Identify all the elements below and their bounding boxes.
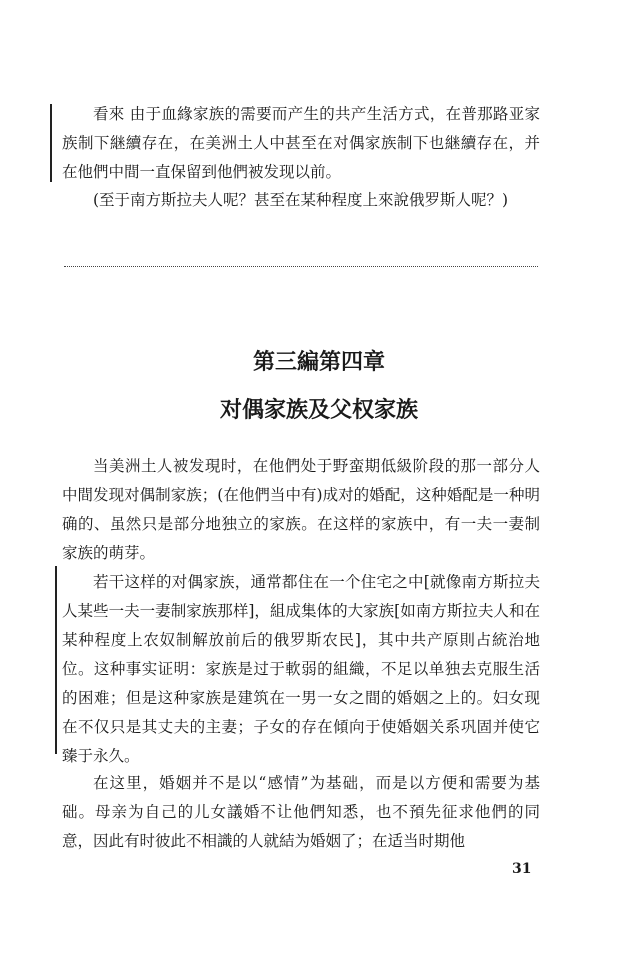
page-number: 31 (512, 861, 532, 877)
margin-marker-line (50, 104, 52, 182)
body-paragraph-1: 当美洲土人被发現时，在他們处于野蛮期低級阶段的那一部分人中間发现对偶制家族；(在他們当中有)成对的婚配，这种婚配是一种明确的、虽然只是部分地独立的家族。在这样的家族中，有一夫一妻制家族的萌芽。 (62, 457, 540, 562)
body-paragraph-3: 在这里，婚姻并不是以“感情”为基础，而是以方便和需要为基础。母亲为自己的儿女議婚不让他們知悉，也不預先征求他們的同意，因此有时彼此不相識的人就結为婚姻了；在适当时期他 (62, 774, 540, 850)
section-divider (64, 266, 538, 267)
top-paragraph-2: (至于南方斯拉夫人呢？甚至在某种程度上來說俄罗斯人呢？) (93, 191, 509, 209)
margin-marker-line (55, 566, 57, 754)
body-paragraph-2: 若干这样的对偶家族，通常都住在一个住宅之中[就像南方斯拉夫人某些一夫一妻制家族那样]，組成集体的大家族[如南方斯拉夫人和在某种程度上农奴制解放前后的俄罗斯农民]，其中共产原則占統治地位。这种事实证明：家族是过于軟弱的組織，不足以单独去克服生活的困难；但是这种家族是建筑在一男一女之間的婚姻之上的。妇女现在不仅只是其丈夫的主妻；子女的存在傾向于使婚姻关系巩固并使它臻于永久。 (62, 573, 540, 765)
chapter-subtitle: 对偶家族及父权家族 (219, 398, 418, 423)
top-paragraph-1: 看來 由于血緣家族的需要而产生的共产生活方式，在普那路亚家族制下継續存在，在美洲土人中甚至在对偶家族制下也継續存在，并在他們中間一直保留到他們被发现以前。 (62, 105, 540, 181)
chapter-title: 第三編第四章 (252, 350, 385, 375)
